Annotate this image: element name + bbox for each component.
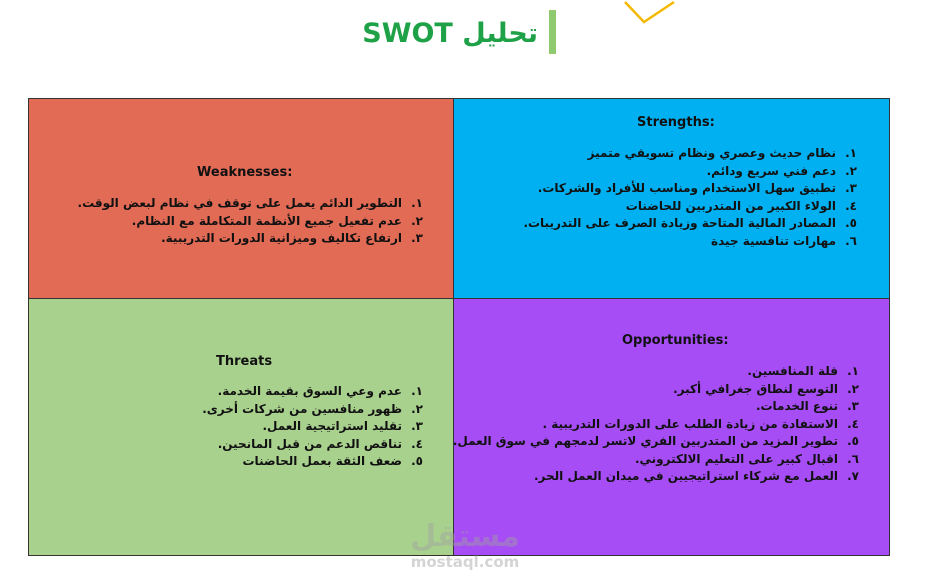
swot-grid [28,98,890,556]
list-item: ٣. تنوع الخدمات. [755,399,859,413]
list-item: ٣. تقليد استراتيجية العمل. [262,419,423,433]
page-title-text: تحليل SWOT [362,18,538,49]
list-item: ٧. العمل مع شركاء استراتيجيين في ميدان العمل الحر. [534,469,859,483]
list-item: ٤. الولاء الكبير من المتدربين للحاضنات [625,198,857,213]
list-item: ٤. الاستفادة من زيادة الطلب على الدورات التدريبية . [542,416,859,431]
list-item: ١. نظام حديث وعصري ونظام تسويقي متميز [587,146,857,160]
threats-quadrant [29,299,454,555]
list-item: ٤. تناقص الدعم من قبل المانحين. [217,436,423,451]
list-item: ٢. التوسع لنطاق جغرافي أكبر. [673,381,859,396]
opportunities-quadrant [454,299,889,555]
watermark-latin: mostaql.com [410,553,520,571]
weaknesses-heading: Weaknesses: [197,165,293,180]
watermark [395,520,535,580]
list-item: ١. التطوير الدائم يعمل على توقف في نظام لبعض الوقت. [77,196,423,210]
list-item: ٢. ظهور منافسين من شركات أخرى. [202,401,423,416]
page-title [362,10,562,54]
watermark-arabic: مستقل [410,519,520,554]
strengths-heading: Strengths: [637,115,715,130]
weaknesses-list [78,195,423,248]
strengths-quadrant [454,99,889,299]
list-item: ٥. المصادر المالية المتاحة وزيادة الصرف على التدريبات. [523,216,857,230]
title-accent-bar [549,10,556,54]
opportunities-heading: Opportunities: [622,333,729,348]
list-item: ٥. ضعف الثقة بعمل الحاضنات [242,454,423,468]
list-item: ٣. تطبيق سهل الاستخدام ومناسب للأفراد والشركات. [537,181,857,195]
list-item: ٢. دعم فني سريع ودائم. [706,163,857,178]
list-item: ٣. ارتفاع تكاليف وميزانية الدورات التدريبية. [161,231,423,245]
list-item: ٢. عدم تفعيل جميع الأنظمة المتكاملة مع النظام. [131,213,423,228]
decorative-triangle-icon [620,0,680,26]
list-item: ٥. تطوير المزيد من المتدربين الفري لاتسر لدمجهم في سوق العمل. [452,434,859,448]
strengths-list [523,145,857,250]
opportunities-list [453,363,859,486]
list-item: ٦. مهارات تنافسية جيدة [710,233,857,248]
list-item: ١. قلة المنافسين. [747,364,859,378]
weaknesses-quadrant [29,99,454,299]
threats-list [202,383,423,471]
list-item: ١. عدم وعي السوق بقيمة الخدمة. [217,384,423,398]
threats-heading: Threats [216,354,273,369]
list-item: ٦. اقبال كبير على التعليم الالكتروني. [634,451,859,466]
